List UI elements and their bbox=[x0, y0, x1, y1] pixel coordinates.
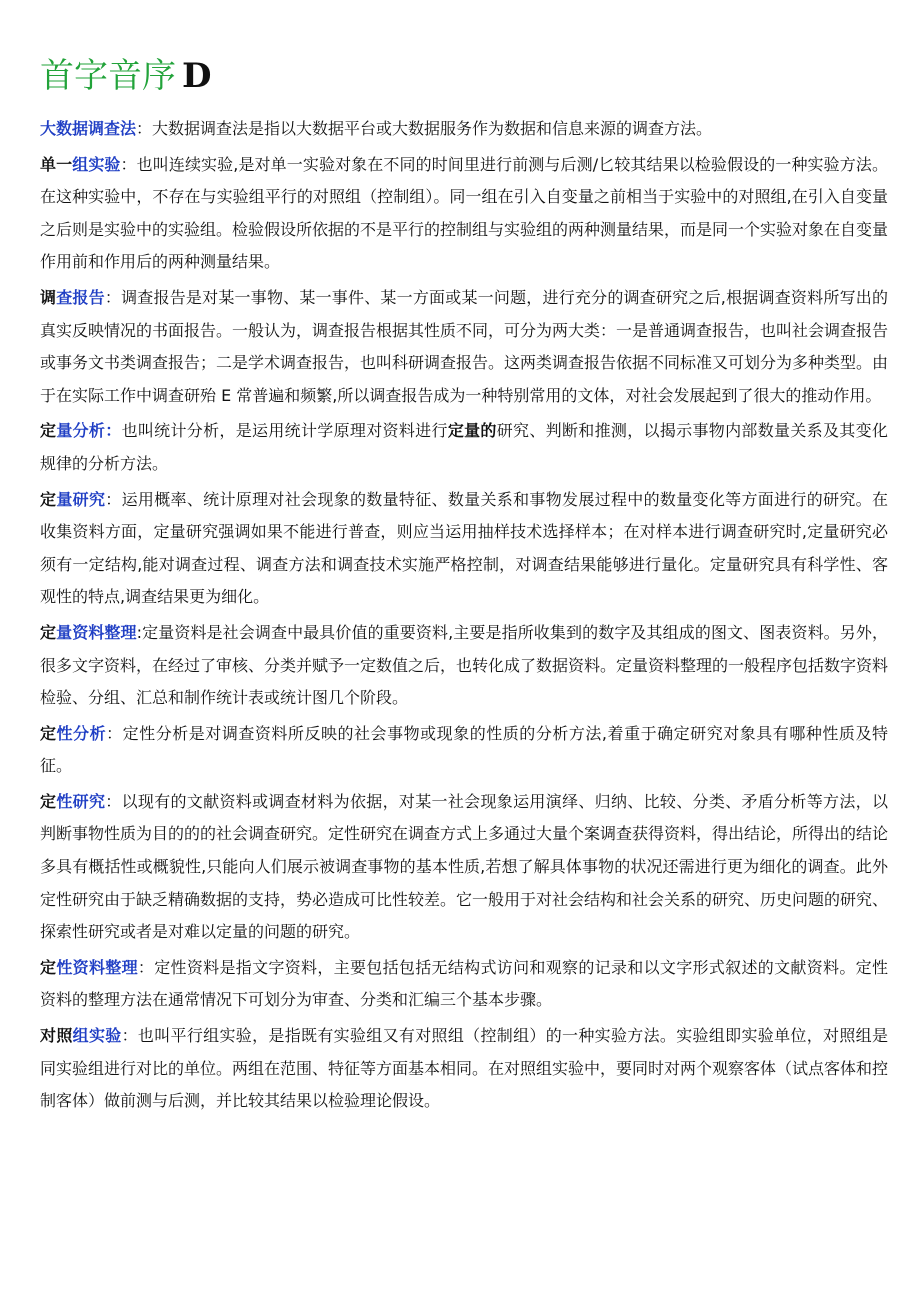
entry-definition: 调查报告是对某一事物、某一事件、某一方面或某一问题，进行充分的调查研究之后,根据调查资料所写出的真实反映情况的书面报告。一般认为，调查报告根据其性质不同，可分为两大类：一是普通调查报告，也叫社会调查报告或事务文书类调查报告；二是学术调查报告，也叫科研调查报告。这两类调查报告依据不同标准又可划分为多种类型。由于在实际工作中调查研殆 E 常普遍和频繁,所以调查报告成为一种特别常用的文体，对社会发展起到了很大的推动作用。 bbox=[40, 287, 889, 405]
entry-term-rest: 组实验 bbox=[72, 154, 121, 174]
entry-definition-emphasis: 定量的 bbox=[447, 421, 497, 441]
glossary-entry bbox=[40, 952, 888, 1017]
entry-separator: ： bbox=[105, 791, 122, 811]
entry-definition: 大数据调查法是指以大数据平台或大数据服务作为数据和信息来源的调查方法。 bbox=[152, 119, 713, 138]
entry-term-rest: 性分析 bbox=[56, 723, 107, 743]
entry-term: 定 bbox=[40, 791, 57, 811]
glossary-entry bbox=[40, 415, 888, 480]
entry-term: 定 bbox=[40, 723, 57, 743]
entry-definition-rest: 研究、判断和推测，以揭示事物内部数量关系及其变化规律的分析方法。 bbox=[40, 421, 888, 473]
entry-term: 单一 bbox=[40, 154, 73, 174]
entry-definition: 以现有的文献资料或调查材料为依据，对某一社会现象运用演绎、归纳、比较、分类、矛盾分析等方法，以判断事物性质为目的的的社会调查研究。定性研究在调查方式上多通过大量个案调查获得资料，得出结论，所得出的结论多具有概括性或概貌性,只能向人们展示被调查事物的基本性质,若想了解具体事物的状况还需进行更为细化的调查。此外定性研究由于缺乏精确数据的支持，势必造成可比性较差。它一般用于对社会结构和社会关系的研究、历史问题的研究、探索性研究或者是对难以定量的问题的研究。 bbox=[40, 791, 889, 942]
entry-separator: ： bbox=[136, 119, 153, 138]
glossary-entry bbox=[40, 282, 888, 412]
entry-term-rest: 查报告 bbox=[56, 287, 105, 307]
entry-definition: 定量资料是社会调查中最具价值的重要资料,主要是指所收集到的数字及其组成的图文、图表资料。另外，很多文字资料，在经过了审核、分类并赋予一定数值之后，也转化成了数据资料。定量资料整理的一般程序包括数字资料检验、分组、汇总和制作统计表或统计图几个阶段。 bbox=[40, 622, 889, 708]
entry-separator: ： bbox=[106, 723, 123, 743]
entry-separator: : bbox=[136, 622, 143, 642]
glossary-entry bbox=[40, 617, 888, 715]
entry-separator: ： bbox=[137, 957, 155, 977]
entry-term-rest: 性研究 bbox=[56, 791, 106, 811]
glossary-entry bbox=[40, 786, 888, 949]
entry-term-rest: 量研究 bbox=[56, 489, 106, 509]
glossary-entry bbox=[40, 149, 888, 279]
entry-term: 定 bbox=[40, 957, 57, 977]
entry-term-rest: 组实验 bbox=[72, 1026, 122, 1046]
entry-definition: 定性分析是对调查资料所反映的社会事物或现象的性质的分析方法,着重于确定研究对象具有哪种性质及特征。 bbox=[40, 723, 888, 776]
entry-term-rest: 量资料整理 bbox=[56, 622, 137, 642]
entry-term: 定 bbox=[40, 421, 57, 441]
entry-term: 对照 bbox=[40, 1026, 73, 1046]
heading-text: 首字音序 bbox=[40, 56, 176, 96]
entry-separator: ： bbox=[104, 287, 122, 307]
entry-term-rest: 量分析： bbox=[56, 421, 122, 441]
entry-definition: 也叫平行组实验，是指既有实验组又有对照组（控制组）的一种实验方法。实验组即实验单位，对照组是同实验组进行对比的单位。两组在范围、特征等方面基本相同。在对照组实验中，要同时对两个观察客体（试点客体和控制客体）做前测与后测，并比较其结果以检验理论假设。 bbox=[40, 1026, 889, 1111]
entry-term: 定 bbox=[40, 622, 57, 642]
entry-term: 定 bbox=[40, 489, 57, 509]
entry-definition: 定性资料是指文字资料，主要包括包括无结构式访问和观察的记录和以文字形式叙述的文献资料。定性资料的整理方法在通常情况下可划分为审查、分类和汇编三个基本步骤。 bbox=[40, 957, 888, 1010]
section-heading bbox=[40, 50, 211, 102]
glossary-entry bbox=[40, 718, 888, 783]
glossary-entry bbox=[40, 1020, 888, 1118]
entry-definition: 也叫统计分析，是运用统计学原理对资料进行 bbox=[121, 421, 448, 441]
entry-term: 调 bbox=[40, 287, 57, 307]
entry-definition: 也叫连续实验,是对单一实验对象在不同的时间里进行前测与后测/匕较其结果以检验假设的一种实验方法。在这种实验中，不存在与实验组平行的对照组（控制组）。同一组在引入自变量之前相当于实验中的对照组,在引入自变量之后则是实验中的实验组。检验假设所依据的不是平行的控制组与实验组的两种测量结果，而是同一个实验对象在自变量作用前和作用后的两种测量结果。 bbox=[40, 154, 889, 272]
glossary-entry bbox=[40, 113, 888, 146]
glossary-entry bbox=[40, 484, 888, 614]
entry-definition: 运用概率、统计原理对社会现象的数量特征、数量关系和事物发展过程中的数量变化等方面进行的研究。在收集资料方面，定量研究强调如果不能进行普查，则应当运用抽样技术选择样本；在对样本进行调查研究时,定量研究必须有一定结构,能对调查过程、调查方法和调查技术实施严格控制，对调查结果能够进行量化。定量研究具有科学性、客观性的特点,调查结果更为细化。 bbox=[40, 489, 888, 607]
entry-separator: ： bbox=[121, 1026, 138, 1046]
entry-separator: ： bbox=[105, 489, 122, 509]
entry-term: 大数据调查法 bbox=[40, 119, 137, 138]
heading-letter: D bbox=[182, 56, 212, 96]
entry-term-rest: 性资料整理 bbox=[56, 957, 138, 977]
glossary-list bbox=[40, 113, 888, 1121]
entry-separator: ： bbox=[120, 154, 137, 174]
